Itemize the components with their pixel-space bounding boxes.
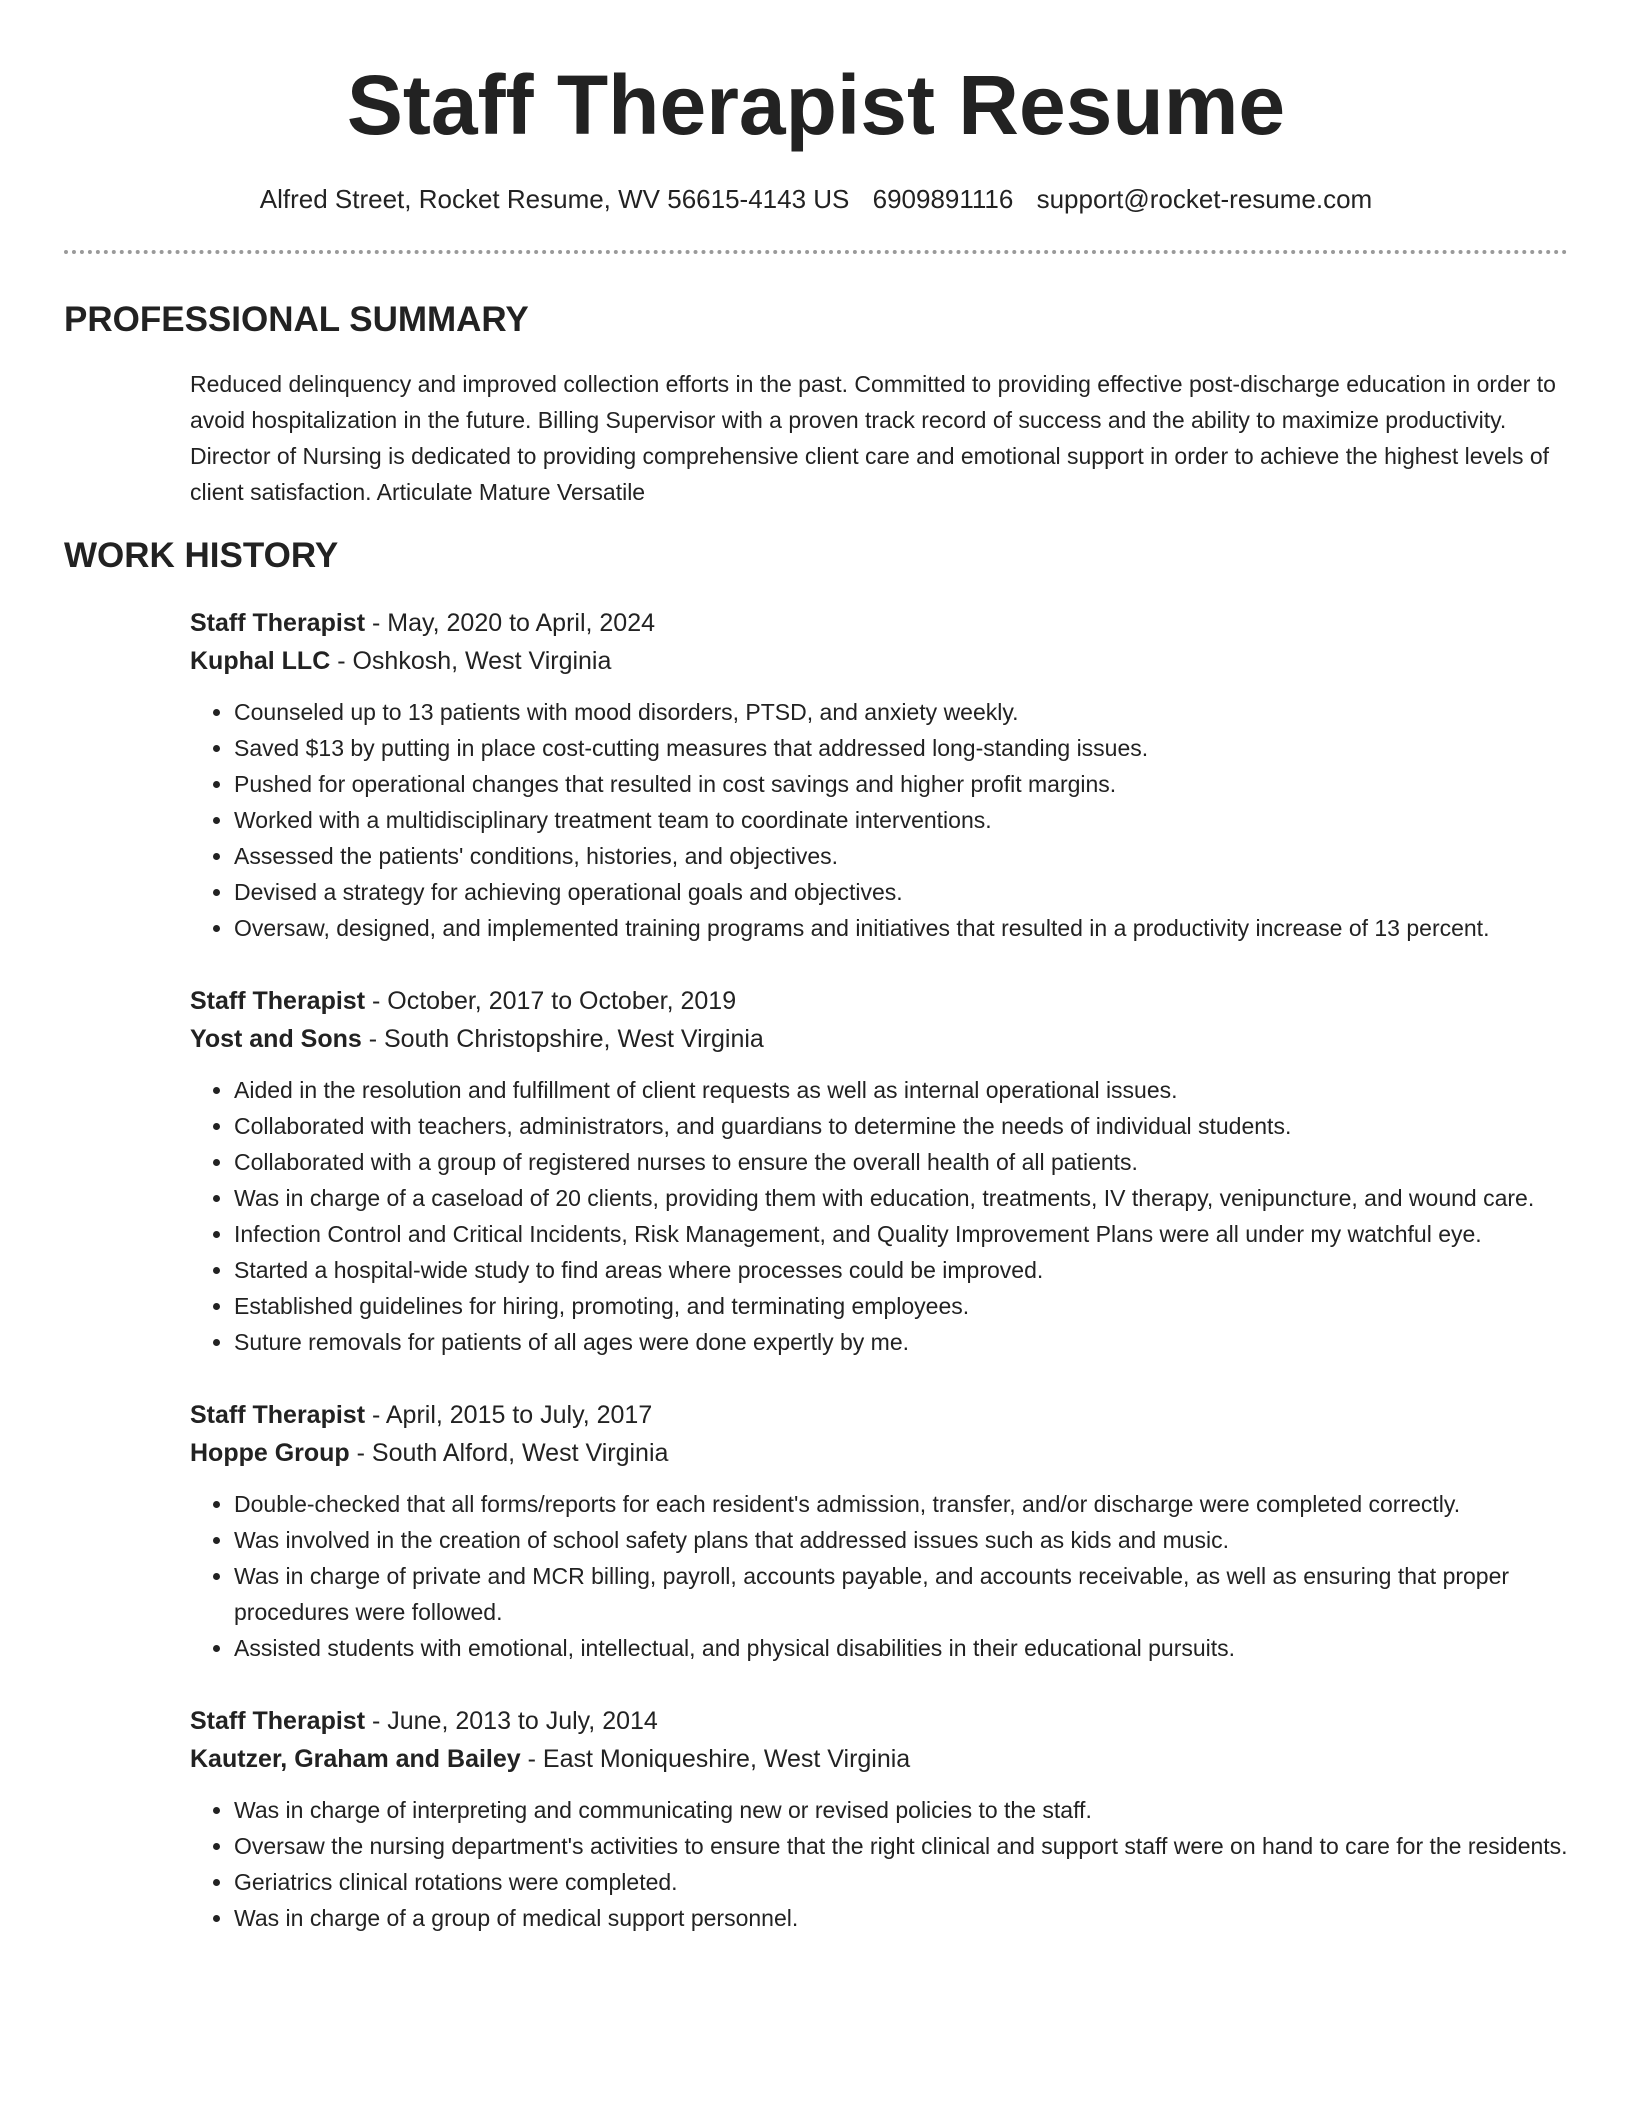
work-history-list <box>190 604 1570 1972</box>
job-bullet: • Oversaw, designed, and implemented training programs and initiatives that resulted in a productivity increase of 13 percent. <box>234 910 1570 946</box>
job-bullet: • Was in charge of a caseload of 20 clients, providing them with education, treatments, IV therapy, venipuncture, and wound care. <box>234 1180 1570 1216</box>
job-bullet: • Assisted students with emotional, intellectual, and physical disabilities in their educational pursuits. <box>234 1630 1570 1666</box>
job-company-line <box>190 1740 1570 1778</box>
job-bullet: • Collaborated with a group of registered nurses to ensure the overall health of all patients. <box>234 1144 1570 1180</box>
job-bullet: • Started a hospital-wide study to find areas where processes could be improved. <box>234 1252 1570 1288</box>
job-company-line <box>190 1434 1570 1472</box>
work-history-heading: WORK HISTORY <box>64 536 339 575</box>
job-dates: - May, 2020 to April, 2024 <box>365 609 656 637</box>
job-entry <box>190 982 1570 1360</box>
job-location: - East Moniqueshire, West Virginia <box>520 1745 911 1773</box>
job-bullet: • Pushed for operational changes that resulted in cost savings and higher profit margins. <box>234 766 1570 802</box>
job-bullet: • Devised a strategy for achieving operational goals and objectives. <box>234 874 1570 910</box>
job-bullets <box>190 1072 1570 1360</box>
job-bullet: • Was in charge of a group of medical support personnel. <box>234 1900 1570 1936</box>
job-bullet: • Was involved in the creation of school safety plans that addressed issues such as kids and music. <box>234 1522 1570 1558</box>
summary-text: Reduced delinquency and improved collection efforts in the past. Committed to providing effective post-discharge education in order to avoid hospitalization in the future. Billing Supervisor with a proven track record of success and the ability to maximize productivity. Director of Nursing is dedicated to providing comprehensive client care and emotional support in order to achieve the highest levels of client satisfaction. Articulate Mature Versatile <box>190 371 1556 505</box>
job-company: Hoppe Group <box>190 1439 350 1467</box>
job-bullet: • Double-checked that all forms/reports for each resident's admission, transfer, and/or discharge were completed correctly. <box>234 1486 1570 1522</box>
job-title: Staff Therapist <box>190 987 366 1015</box>
job-title: Staff Therapist <box>190 1707 366 1735</box>
job-bullet: • Saved $13 by putting in place cost-cutting measures that addressed long-standing issues. <box>234 730 1570 766</box>
job-company: Kuphal LLC <box>190 647 331 675</box>
job-bullets <box>190 694 1570 946</box>
job-bullet: • Collaborated with teachers, administrators, and guardians to determine the needs of individual students. <box>234 1108 1570 1144</box>
job-entry <box>190 1396 1570 1666</box>
job-dates: - June, 2013 to July, 2014 <box>365 1707 658 1735</box>
contact-phone: 6909891116 <box>872 184 1014 214</box>
contact-address: Alfred Street, Rocket Resume, WV 56615-4143 US <box>259 184 850 214</box>
job-location: - South Christopshire, West Virginia <box>361 1025 764 1053</box>
job-dates: - April, 2015 to July, 2017 <box>365 1401 653 1429</box>
job-bullet: • Suture removals for patients of all ages were done expertly by me. <box>234 1324 1570 1360</box>
job-company: Yost and Sons <box>190 1025 362 1053</box>
job-location: - South Alford, West Virginia <box>349 1439 669 1467</box>
contact-email: support@rocket-resume.com <box>1036 184 1373 214</box>
job-bullet: • Infection Control and Critical Incidents, Risk Management, and Quality Improvement Plans were all under my watchful eye. <box>234 1216 1570 1252</box>
job-entry <box>190 1702 1570 1936</box>
resume-title: Staff Therapist Resume <box>346 58 1286 152</box>
job-bullet: • Established guidelines for hiring, promoting, and terminating employees. <box>234 1288 1570 1324</box>
job-bullets <box>190 1486 1570 1666</box>
job-title-line <box>190 1702 1570 1740</box>
header-divider <box>64 250 1568 254</box>
job-title-line <box>190 604 1570 642</box>
summary-heading: PROFESSIONAL SUMMARY <box>64 300 529 339</box>
job-title-line <box>190 1396 1570 1434</box>
job-bullet: • Worked with a multidisciplinary treatment team to coordinate interventions. <box>234 802 1570 838</box>
job-entry <box>190 604 1570 946</box>
job-title: Staff Therapist <box>190 609 366 637</box>
job-company-line <box>190 642 1570 680</box>
job-company-line <box>190 1020 1570 1058</box>
job-bullet: • Was in charge of private and MCR billing, payroll, accounts payable, and accounts receivable, as well as ensuring that proper procedures were followed. <box>234 1558 1570 1630</box>
job-title-line <box>190 982 1570 1020</box>
job-bullet: • Oversaw the nursing department's activities to ensure that the right clinical and support staff were on hand to care for the residents. <box>234 1828 1570 1864</box>
job-bullet: • Counseled up to 13 patients with mood disorders, PTSD, and anxiety weekly. <box>234 694 1570 730</box>
job-company: Kautzer, Graham and Bailey <box>190 1745 521 1773</box>
job-title: Staff Therapist <box>190 1401 366 1429</box>
job-bullets <box>190 1792 1570 1936</box>
job-bullet: • Assessed the patients' conditions, histories, and objectives. <box>234 838 1570 874</box>
job-location: - Oshkosh, West Virginia <box>330 647 612 675</box>
job-dates: - October, 2017 to October, 2019 <box>365 987 737 1015</box>
job-bullet: • Geriatrics clinical rotations were completed. <box>234 1864 1570 1900</box>
job-bullet: • Aided in the resolution and fulfillment of client requests as well as internal operational issues. <box>234 1072 1570 1108</box>
contact-line <box>0 180 1632 218</box>
job-bullet: • Was in charge of interpreting and communicating new or revised policies to the staff. <box>234 1792 1570 1828</box>
